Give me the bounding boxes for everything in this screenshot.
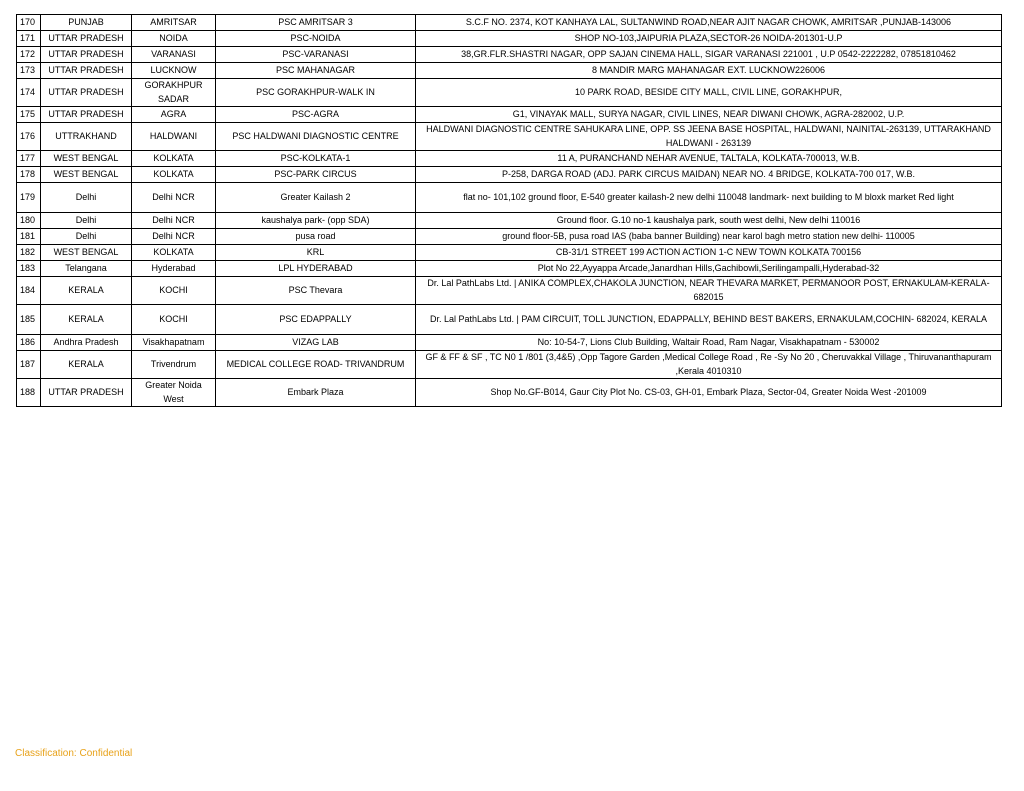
- table-row: [17, 351, 1002, 379]
- cell-center-name: PSC AMRITSAR 3: [216, 15, 416, 31]
- cell-state: UTTAR PRADESH: [41, 63, 132, 79]
- cell-city: GORAKHPUR SADAR: [132, 79, 216, 107]
- cell-center-name: LPL HYDERABAD: [216, 261, 416, 277]
- cell-address: Dr. Lal PathLabs Ltd. | ANIKA COMPLEX,CHAKOLA JUNCTION, NEAR THEVARA MARKET, PERMANOOR POST, ERNAKULAM-KERALA-682015: [416, 277, 1002, 305]
- cell-address: Shop No.GF-B014, Gaur City Plot No. CS-03, GH-01, Embark Plaza, Sector-04, Greater Noida West -201009: [416, 379, 1002, 407]
- cell-serial-number: 175: [17, 107, 41, 123]
- centers-table-body: [17, 15, 1002, 407]
- cell-address: Plot No 22,Ayyappa Arcade,Janardhan Hills,Gachibowli,Serilingampalli,Hyderabad-32: [416, 261, 1002, 277]
- cell-address: G1, VINAYAK MALL, SURYA NAGAR, CIVIL LINES, NEAR DIWANI CHOWK, AGRA-282002, U.P.: [416, 107, 1002, 123]
- cell-serial-number: 176: [17, 123, 41, 151]
- cell-address: No: 10-54-7, Lions Club Building, Waltair Road, Ram Nagar, Visakhapatnam - 530002: [416, 335, 1002, 351]
- cell-serial-number: 180: [17, 213, 41, 229]
- cell-address: GF & FF & SF , TC N0 1 /801 (3,4&5) ,Opp Tagore Garden ,Medical College Road , Re -Sy No 20 , Cheruvakkal Village , Thiruvananthapuram ,Kerala 4010310: [416, 351, 1002, 379]
- cell-city: Visakhapatnam: [132, 335, 216, 351]
- table-row: [17, 277, 1002, 305]
- cell-address: P-258, DARGA ROAD (ADJ. PARK CIRCUS MAIDAN) NEAR NO. 4 BRIDGE, KOLKATA-700 017, W.B.: [416, 167, 1002, 183]
- cell-state: UTTAR PRADESH: [41, 79, 132, 107]
- cell-city: Greater Noida West: [132, 379, 216, 407]
- cell-serial-number: 178: [17, 167, 41, 183]
- cell-city: Delhi NCR: [132, 183, 216, 213]
- cell-serial-number: 186: [17, 335, 41, 351]
- cell-serial-number: 182: [17, 245, 41, 261]
- cell-center-name: PSC EDAPPALLY: [216, 305, 416, 335]
- cell-city: Hyderabad: [132, 261, 216, 277]
- cell-serial-number: 171: [17, 31, 41, 47]
- cell-state: WEST BENGAL: [41, 245, 132, 261]
- table-row: [17, 107, 1002, 123]
- cell-serial-number: 183: [17, 261, 41, 277]
- cell-serial-number: 170: [17, 15, 41, 31]
- table-row: [17, 123, 1002, 151]
- cell-address: HALDWANI DIAGNOSTIC CENTRE SAHUKARA LINE, OPP. SS JEENA BASE HOSPITAL, HALDWANI, NAINITAL-263139, UTTARAKHAND HALDWANI - 263139: [416, 123, 1002, 151]
- cell-state: Delhi: [41, 183, 132, 213]
- table-row: [17, 245, 1002, 261]
- cell-center-name: PSC-KOLKATA-1: [216, 151, 416, 167]
- table-row: [17, 305, 1002, 335]
- cell-city: KOLKATA: [132, 151, 216, 167]
- cell-center-name: PSC-NOIDA: [216, 31, 416, 47]
- classification-label: Classification: Confidential: [15, 748, 133, 759]
- cell-state: Telangana: [41, 261, 132, 277]
- cell-city: Trivendrum: [132, 351, 216, 379]
- cell-city: KOCHI: [132, 305, 216, 335]
- table-row: [17, 229, 1002, 245]
- table-row: [17, 79, 1002, 107]
- cell-state: KERALA: [41, 351, 132, 379]
- cell-serial-number: 174: [17, 79, 41, 107]
- table-row: [17, 47, 1002, 63]
- cell-serial-number: 184: [17, 277, 41, 305]
- cell-center-name: PSC-VARANASI: [216, 47, 416, 63]
- cell-state: UTTRAKHAND: [41, 123, 132, 151]
- cell-center-name: PSC MAHANAGAR: [216, 63, 416, 79]
- cell-serial-number: 173: [17, 63, 41, 79]
- cell-city: AGRA: [132, 107, 216, 123]
- cell-state: UTTAR PRADESH: [41, 379, 132, 407]
- cell-state: PUNJAB: [41, 15, 132, 31]
- cell-serial-number: 185: [17, 305, 41, 335]
- cell-serial-number: 172: [17, 47, 41, 63]
- cell-serial-number: 188: [17, 379, 41, 407]
- cell-center-name: PSC HALDWANI DIAGNOSTIC CENTRE: [216, 123, 416, 151]
- table-row: [17, 167, 1002, 183]
- table-row: [17, 63, 1002, 79]
- cell-address: 10 PARK ROAD, BESIDE CITY MALL, CIVIL LINE, GORAKHPUR,: [416, 79, 1002, 107]
- cell-city: VARANASI: [132, 47, 216, 63]
- cell-address: 11 A, PURANCHAND NEHAR AVENUE, TALTALA, KOLKATA-700013, W.B.: [416, 151, 1002, 167]
- cell-city: LUCKNOW: [132, 63, 216, 79]
- cell-address: Ground floor. G.10 no-1 kaushalya park, south west delhi, New delhi 110016: [416, 213, 1002, 229]
- cell-address: S.C.F NO. 2374, KOT KANHAYA LAL, SULTANWIND ROAD,NEAR AJIT NAGAR CHOWK, AMRITSAR ,PUNJAB-143006: [416, 15, 1002, 31]
- table-row: [17, 31, 1002, 47]
- cell-state: KERALA: [41, 277, 132, 305]
- cell-serial-number: 187: [17, 351, 41, 379]
- cell-city: KOCHI: [132, 277, 216, 305]
- cell-center-name: Embark Plaza: [216, 379, 416, 407]
- cell-state: Delhi: [41, 229, 132, 245]
- cell-state: UTTAR PRADESH: [41, 31, 132, 47]
- table-row: [17, 261, 1002, 277]
- cell-state: WEST BENGAL: [41, 151, 132, 167]
- cell-address: CB-31/1 STREET 199 ACTION ACTION 1-C NEW TOWN KOLKATA 700156: [416, 245, 1002, 261]
- cell-center-name: MEDICAL COLLEGE ROAD- TRIVANDRUM: [216, 351, 416, 379]
- table-row: [17, 213, 1002, 229]
- cell-state: UTTAR PRADESH: [41, 107, 132, 123]
- table-row: [17, 183, 1002, 213]
- cell-city: Delhi NCR: [132, 229, 216, 245]
- cell-city: Delhi NCR: [132, 213, 216, 229]
- centers-table: [16, 14, 1002, 407]
- cell-city: KOLKATA: [132, 245, 216, 261]
- cell-center-name: PSC Thevara: [216, 277, 416, 305]
- cell-center-name: PSC-PARK CIRCUS: [216, 167, 416, 183]
- table-row: [17, 335, 1002, 351]
- cell-state: WEST BENGAL: [41, 167, 132, 183]
- table-row: [17, 379, 1002, 407]
- cell-state: Delhi: [41, 213, 132, 229]
- cell-center-name: kaushalya park- (opp SDA): [216, 213, 416, 229]
- cell-address: ground floor-5B, pusa road IAS (baba banner Building) near karol bagh metro station new delhi- 110005: [416, 229, 1002, 245]
- cell-city: AMRITSAR: [132, 15, 216, 31]
- cell-city: KOLKATA: [132, 167, 216, 183]
- cell-address: flat no- 101,102 ground floor, E-540 greater kailash-2 new delhi 110048 landmark- next building to M bloxk market Red light: [416, 183, 1002, 213]
- cell-center-name: Greater Kailash 2: [216, 183, 416, 213]
- table-row: [17, 151, 1002, 167]
- cell-center-name: pusa road: [216, 229, 416, 245]
- cell-state: KERALA: [41, 305, 132, 335]
- cell-serial-number: 179: [17, 183, 41, 213]
- cell-address: SHOP NO-103,JAIPURIA PLAZA,SECTOR-26 NOIDA-201301-U.P: [416, 31, 1002, 47]
- cell-state: Andhra Pradesh: [41, 335, 132, 351]
- cell-center-name: KRL: [216, 245, 416, 261]
- cell-address: 38,GR.FLR.SHASTRI NAGAR, OPP SAJAN CINEMA HALL, SIGAR VARANASI 221001 , U.P 0542-2222282, 07851810462: [416, 47, 1002, 63]
- cell-address: 8 MANDIR MARG MAHANAGAR EXT. LUCKNOW226006: [416, 63, 1002, 79]
- cell-center-name: PSC GORAKHPUR-WALK IN: [216, 79, 416, 107]
- cell-center-name: PSC-AGRA: [216, 107, 416, 123]
- cell-city: NOIDA: [132, 31, 216, 47]
- table-row: [17, 15, 1002, 31]
- cell-address: Dr. Lal PathLabs Ltd. | PAM CIRCUIT, TOLL JUNCTION, EDAPPALLY, BEHIND BEST BAKERS, ERNAKULAM,COCHIN- 682024, KERALA: [416, 305, 1002, 335]
- cell-city: HALDWANI: [132, 123, 216, 151]
- cell-serial-number: 177: [17, 151, 41, 167]
- cell-center-name: VIZAG LAB: [216, 335, 416, 351]
- cell-state: UTTAR PRADESH: [41, 47, 132, 63]
- cell-serial-number: 181: [17, 229, 41, 245]
